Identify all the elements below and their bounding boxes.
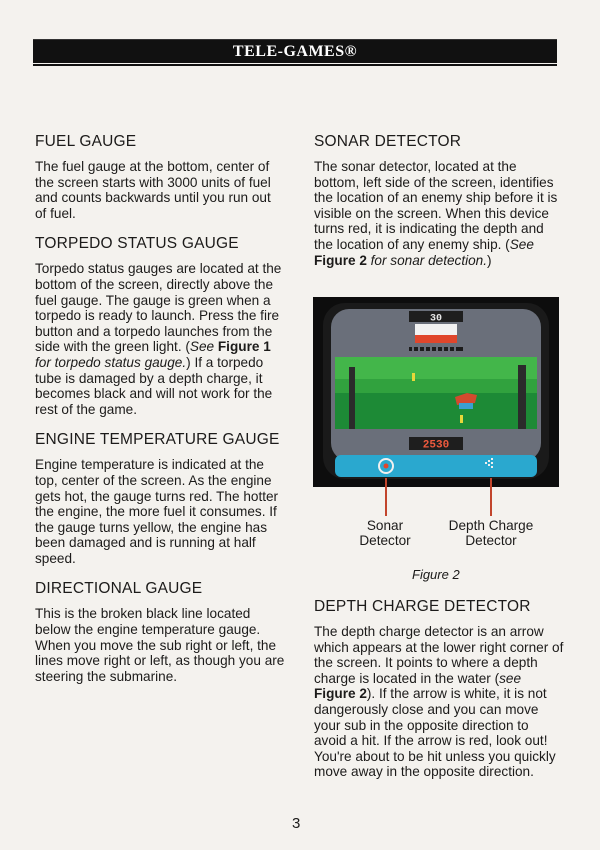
sonar-detector-label [340, 518, 430, 548]
sonar-text-part-1: The sonar detector, located at the bottom, left side of the screen, identifies the location of an enemy ship before it is visible on the screen. When this device turns red, it is indicating the depth and the location of any enemy ship. ( [314, 159, 558, 252]
torpedo-text-part-1: Torpedo status gauges are located at the bottom of the screen, directly above the fuel gauge. The gauge is green when a torpedo is ready to launch. Press the fire button and a torpedo launches from the side with the green light. ( [35, 261, 282, 355]
figure-2-screen [313, 297, 559, 487]
sonar-label-line-1: Sonar [366, 518, 404, 533]
depth-marker [460, 415, 463, 423]
side-marker-left [349, 367, 355, 429]
depth-charge-detector-label [436, 518, 546, 548]
engine-temperature-heading: ENGINE TEMPERATURE GAUGE [35, 431, 280, 449]
depth-callout-line [490, 478, 492, 516]
sea-lower [335, 393, 537, 429]
sonar-label-line-2: Detector [359, 533, 411, 548]
bottom-bar [335, 455, 537, 477]
sonar-callout-line [385, 478, 387, 516]
sonar-detector-dot [384, 464, 389, 469]
banner-title: TELE-GAMES® [232, 42, 358, 60]
sonar-for: for sonar detection. [366, 252, 488, 268]
depth-charge-detector-heading: DEPTH CHARGE DETECTOR [314, 598, 531, 615]
enemy-ship-hull [459, 403, 473, 409]
left-column [35, 133, 285, 698]
depth-figure-ref: Figure 2 [314, 686, 367, 702]
header-rule [33, 64, 557, 66]
engine-temperature-text: Engine temperature is indicated at the top, center of the screen. As the engine gets hot, the gauge turns red. The hotter the engine, the more fuel it consumes. If the gauge turns yellow, the engine has been damaged and is running at half speed. [35, 457, 279, 566]
side-marker-right [518, 365, 526, 429]
depth-marker [412, 373, 415, 381]
figure-caption: Figure 2 [412, 567, 460, 582]
torpedo-see: See [189, 339, 218, 355]
torpedo-for: for torpedo status gauge. [35, 354, 187, 370]
page-number: 3 [292, 815, 301, 832]
depth-charge-detector-text [314, 624, 564, 780]
depth-see: see [499, 670, 522, 686]
game-screen-illustration [313, 297, 559, 487]
sonar-detector-text [314, 159, 564, 268]
depth-label-line-2: Detector [465, 533, 517, 548]
engine-gauge-red [415, 335, 457, 343]
engine-temp-value: 30 [429, 313, 443, 325]
header-banner [33, 39, 557, 63]
sonar-figure-ref: Figure 2 [314, 252, 367, 268]
torpedo-text-part-2: ) If a torpedo tube is damaged by a depth charge, it becomes black and will not work for the rest of the game. [35, 354, 273, 417]
torpedo-status-heading: TORPEDO STATUS GAUGE [35, 235, 239, 253]
torpedo-figure-ref: Figure 1 [217, 339, 271, 355]
sea-mid [335, 379, 537, 393]
right-column-bottom [314, 598, 564, 794]
fuel-gauge-text: The fuel gauge at the bottom, center of the screen starts with 3000 units of fuel and counts backwards until you run out of fuel. [35, 159, 271, 221]
sonar-detector-heading: SONAR DETECTOR [314, 133, 462, 150]
sea-upper [335, 357, 537, 379]
sonar-see: See [509, 236, 534, 252]
fuel-value: 2530 [422, 439, 450, 452]
depth-text-part-2: ). If the arrow is white, it is not dangerously close and you can move your sub in the opposite direction to avoid a hit. If the arrow is red, look out! You're about to be hit unless you quickly move away in the opposite direction. [314, 686, 556, 780]
depth-text-part-1: The depth charge detector is an arrow which appears at the lower right corner of the screen. It points to where a depth charge is located in the water ( [314, 624, 564, 686]
depth-label-line-1: Depth Charge [448, 518, 534, 533]
directional-gauge-heading: DIRECTIONAL GAUGE [35, 580, 203, 598]
engine-gauge-white [415, 324, 457, 335]
fuel-gauge-heading: FUEL GAUGE [35, 133, 137, 150]
right-column-top [314, 133, 564, 282]
sonar-text-part-2: ) [487, 252, 492, 268]
torpedo-status-text [35, 261, 285, 417]
directional-gauge-text: This is the broken black line located below the engine temperature gauge. When you move the sub right or left, the lines move right or left, as though you are steering the submarine. [35, 606, 285, 684]
